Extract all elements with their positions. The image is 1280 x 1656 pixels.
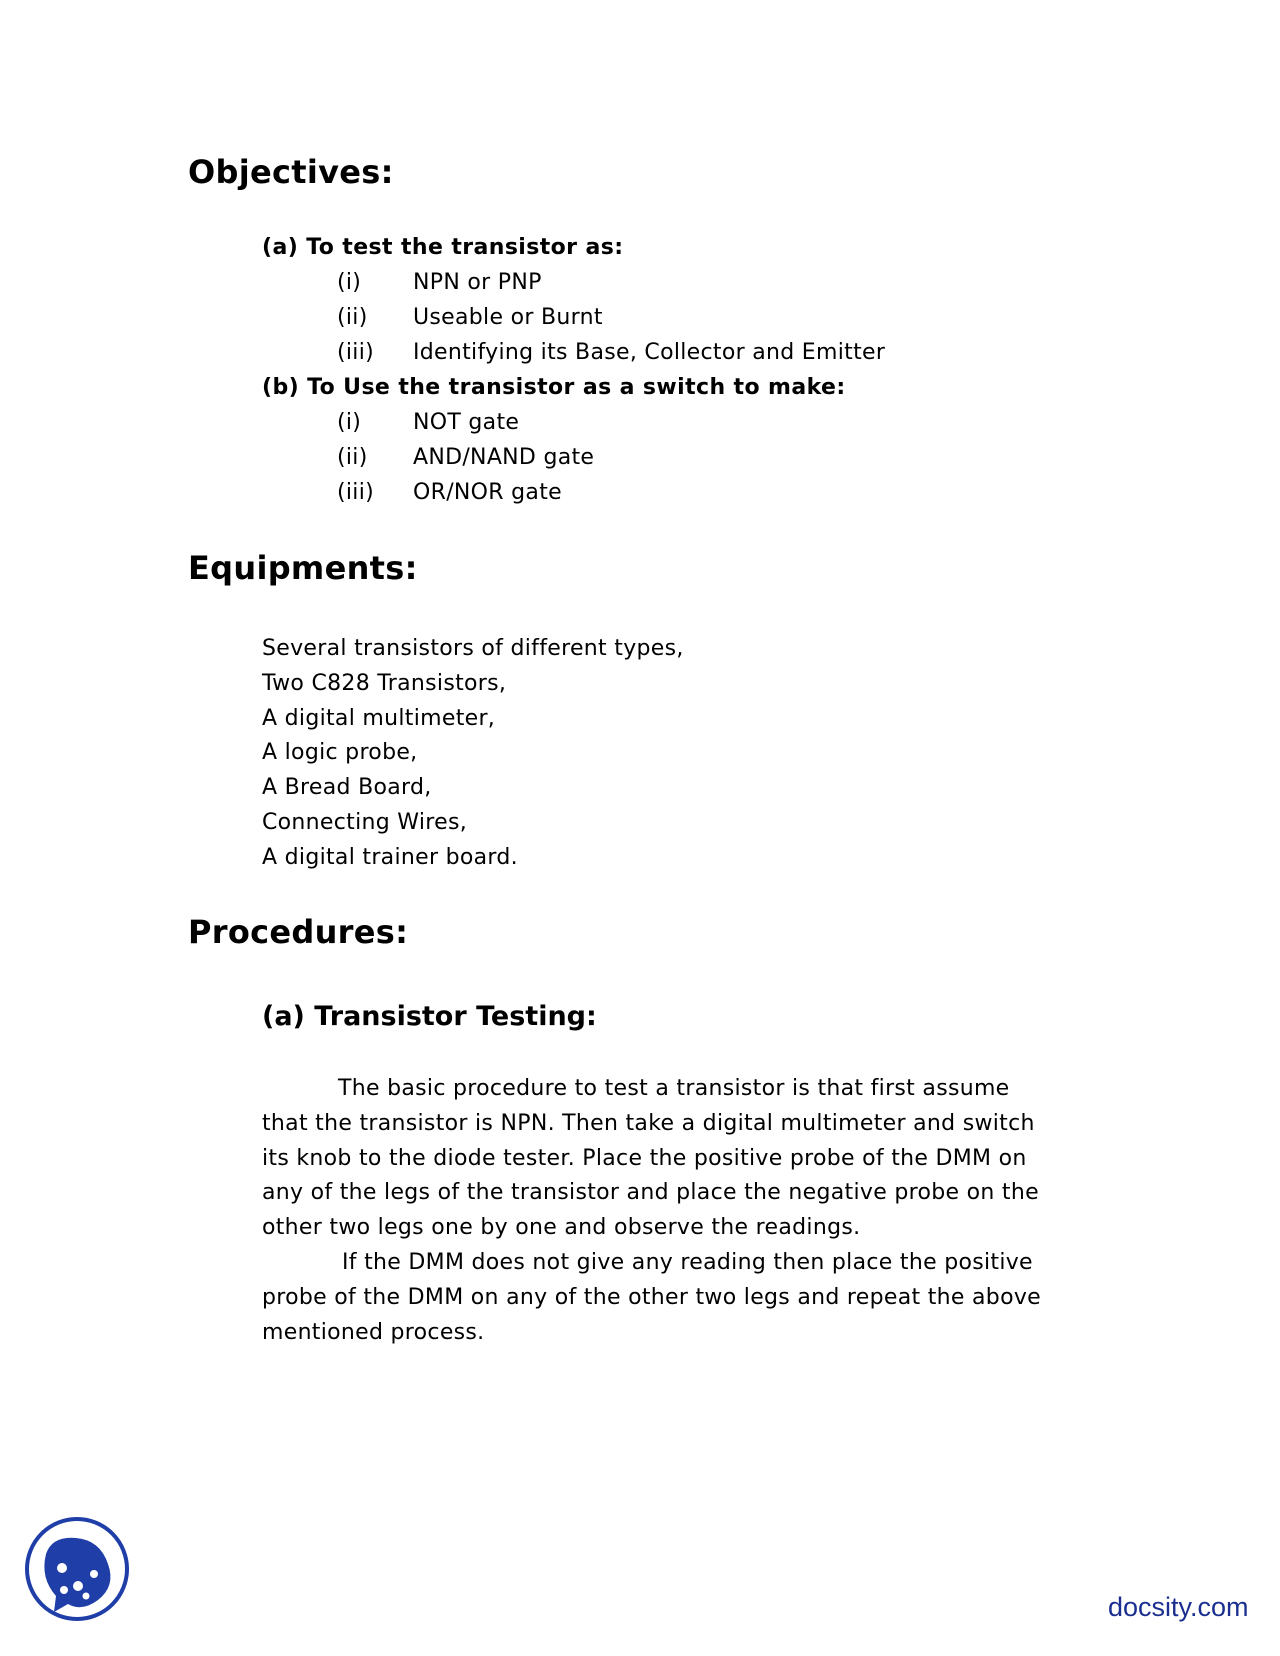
equipment-item: A digital multimeter, — [262, 705, 496, 731]
transistor-testing-heading: (a) Transistor Testing: — [262, 1001, 597, 1032]
item-number: (i) — [337, 410, 362, 435]
equipment-item: Connecting Wires, — [262, 809, 468, 835]
item-text: AND/NAND gate — [413, 445, 595, 470]
paragraph-line: other two legs one by one and observe the readings. — [262, 1215, 861, 1241]
paragraph-line: any of the legs of the transistor and place the negative probe on the — [262, 1180, 1039, 1206]
equipment-item: Several transistors of different types, — [262, 636, 684, 661]
docsity-brand-link[interactable]: docsity.com — [1108, 1592, 1249, 1622]
item-text: Useable or Burnt — [413, 305, 603, 330]
paragraph-line: that the transistor is NPN. Then take a digital multimeter and switch — [262, 1110, 1035, 1136]
item-number: (i) — [337, 270, 362, 295]
item-text: NPN or PNP — [413, 270, 542, 295]
item-number: (iii) — [337, 340, 375, 365]
equipment-item: A logic probe, — [262, 740, 418, 766]
objectives-heading: Objectives: — [188, 153, 394, 191]
item-number: (iii) — [337, 480, 375, 505]
paragraph-line: The basic procedure to test a transistor is that first assume — [338, 1076, 1010, 1101]
objective-b-title: (b) To Use the transistor as a switch to make: — [262, 375, 846, 400]
item-text: NOT gate — [413, 410, 520, 435]
equipment-item: Two C828 Transistors, — [262, 670, 507, 696]
paragraph-line: If the DMM does not give any reading then place the positive — [342, 1249, 1033, 1275]
item-text: Identifying its Base, Collector and Emitter — [413, 340, 886, 365]
equipment-list — [262, 632, 684, 876]
equipment-item: A digital trainer board. — [262, 844, 518, 870]
paragraph-line: mentioned process. — [262, 1319, 485, 1345]
paragraph-line: its knob to the diode tester. Place the positive probe of the DMM on — [262, 1145, 1027, 1171]
item-number: (ii) — [337, 305, 368, 330]
objective-a-title: (a) To test the transistor as: — [262, 235, 624, 260]
equipments-heading: Equipments: — [188, 549, 418, 587]
item-number: (ii) — [337, 445, 368, 470]
item-text: OR/NOR gate — [413, 480, 562, 505]
procedure-paragraph — [262, 1072, 1082, 1350]
paragraph-line: probe of the DMM on any of the other two legs and repeat the above — [262, 1284, 1041, 1310]
equipment-item: A Bread Board, — [262, 775, 432, 801]
docsity-logo-icon[interactable] — [24, 1516, 130, 1622]
procedures-heading: Procedures: — [188, 913, 409, 951]
